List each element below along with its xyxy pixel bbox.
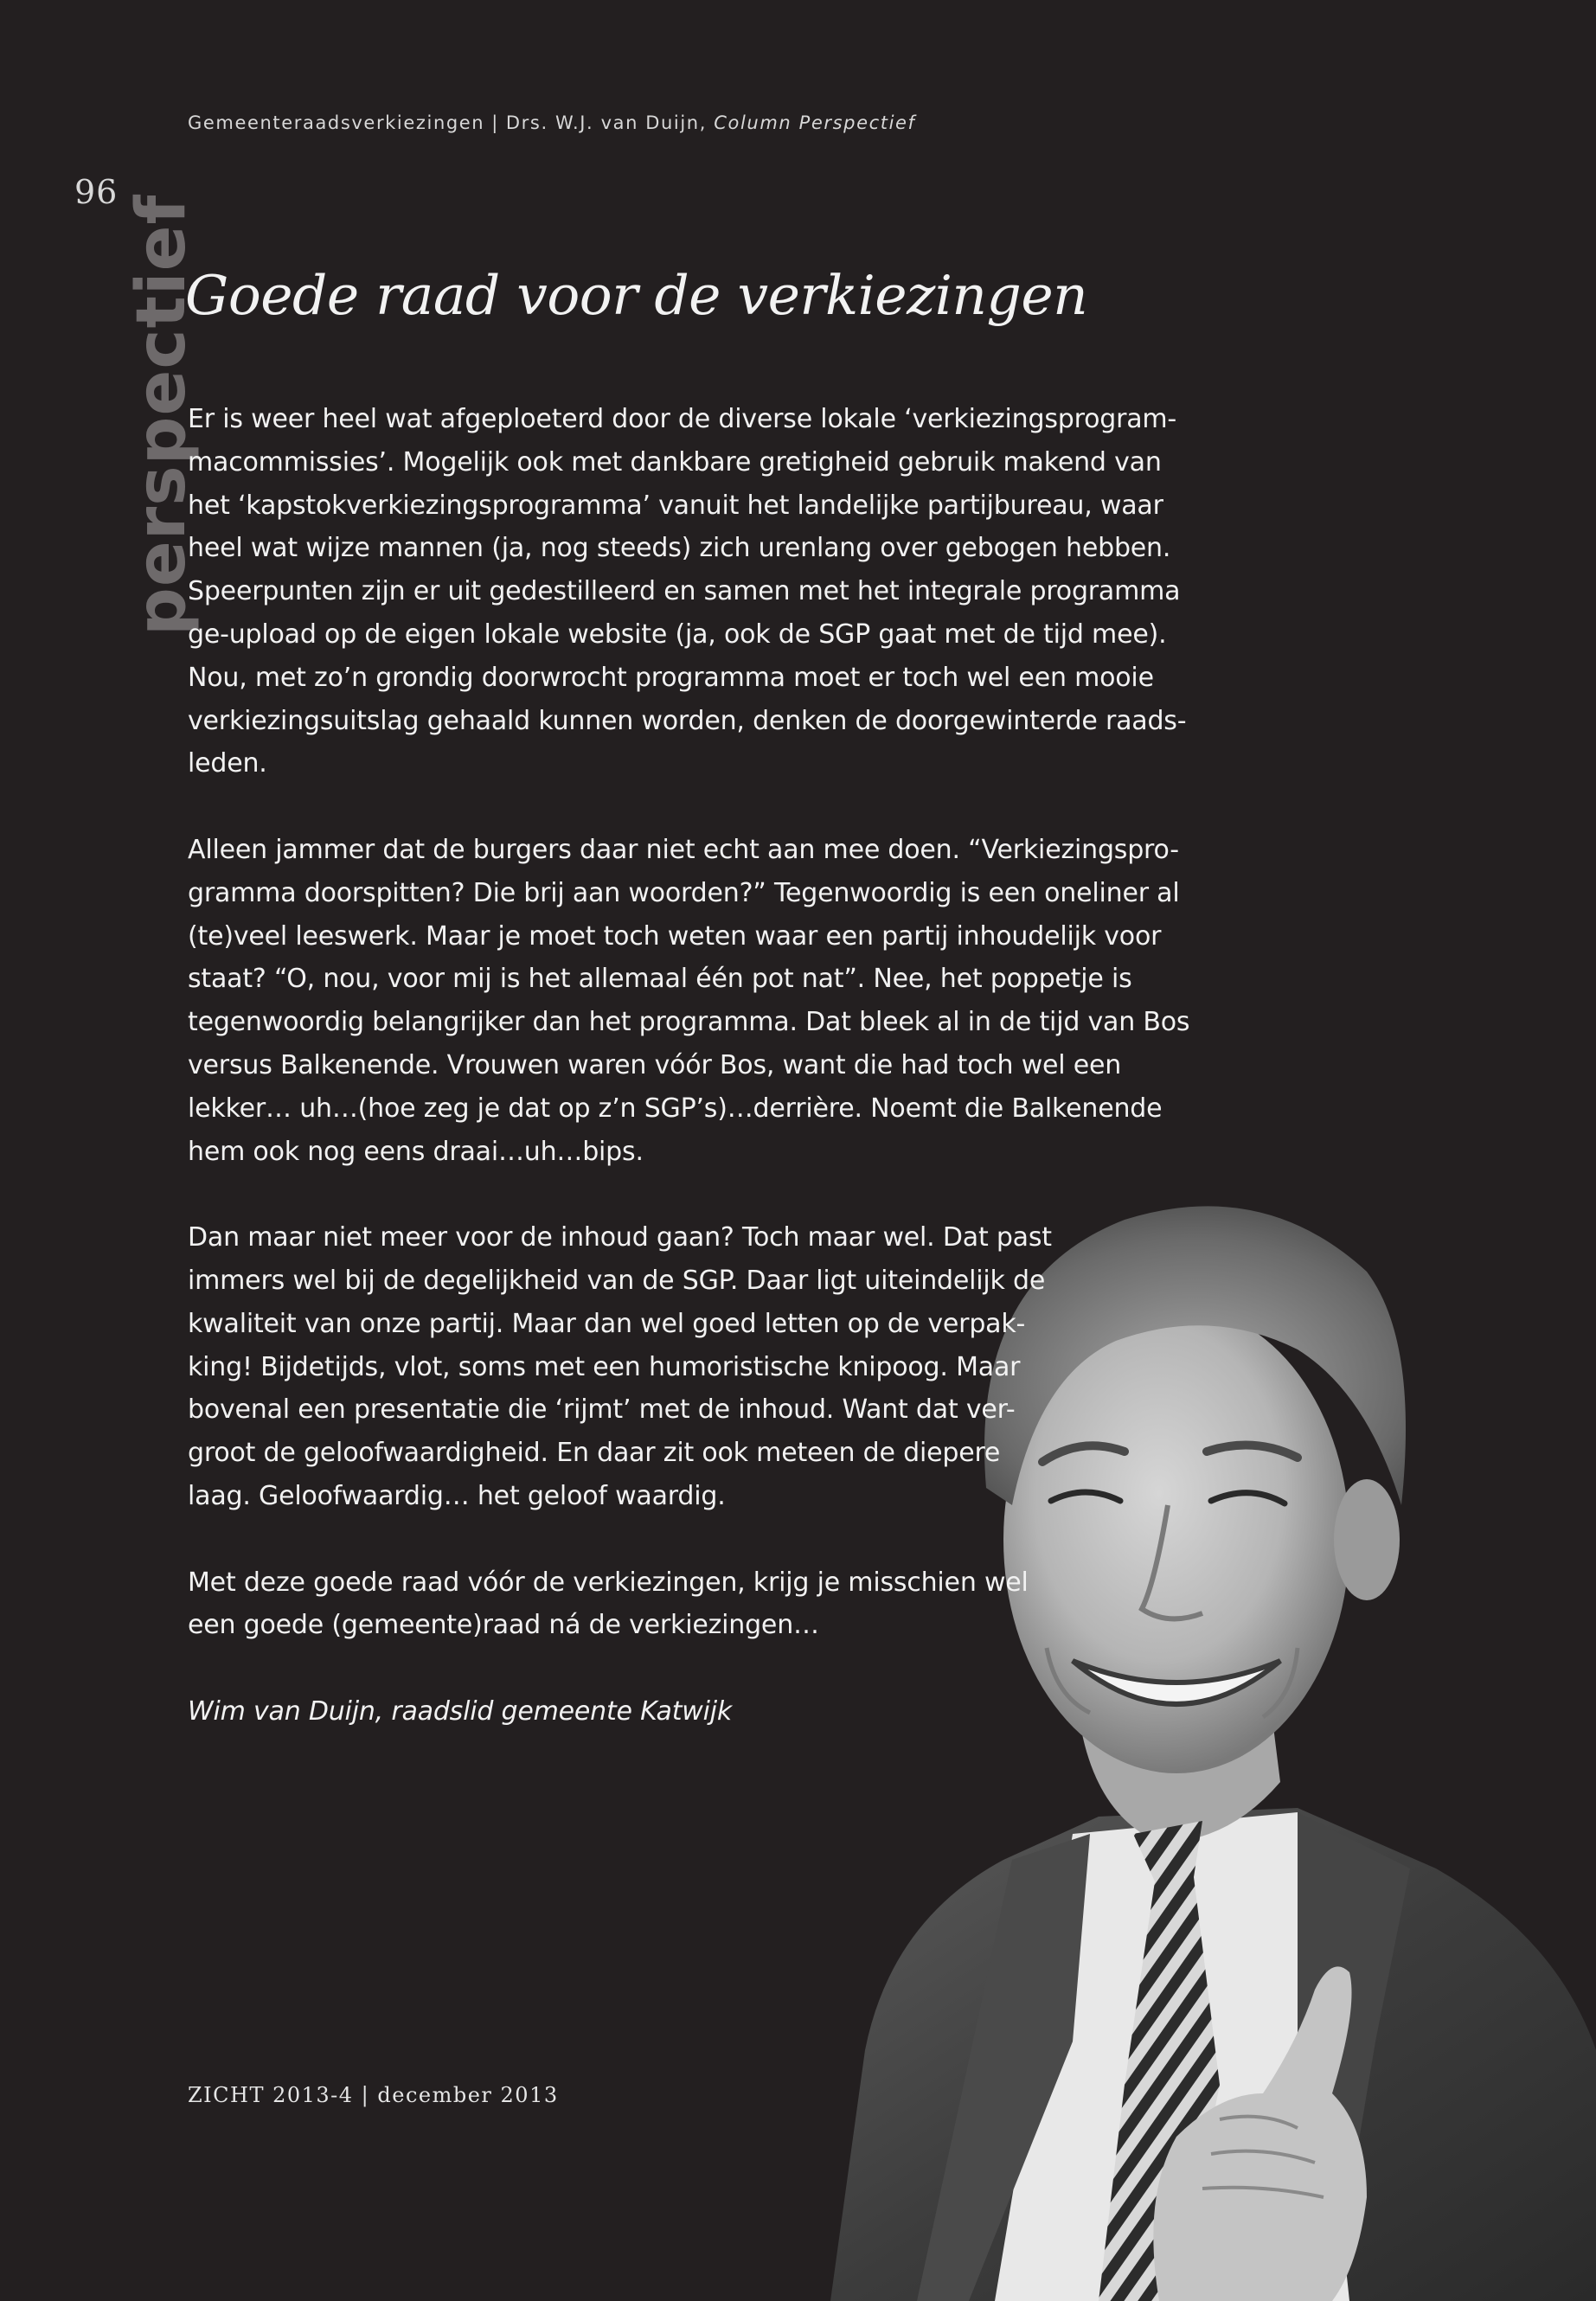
paragraph-1 [188, 398, 1189, 785]
text-line: hem ook nog eens draai…uh…bips. [188, 1136, 644, 1167]
text-line: Er is weer heel wat afgeploeterd door de diverse lokale ‘verkiezingsprogram- [188, 404, 1177, 434]
text-line: het ‘kapstokverkiezingsprogramma’ vanuit het landelijke partijbureau, waar [188, 490, 1163, 521]
header-section: Gemeenteraadsverkiezingen [188, 112, 485, 133]
text-line: Alleen jammer dat de burgers daar niet echt aan mee doen. “Verkiezingspro- [188, 834, 1179, 865]
text-line: leden. [188, 748, 267, 779]
text-line: heel wat wijze mannen (ja, nog steeds) zich urenlang over gebogen hebben. [188, 533, 1171, 564]
page-number: 96 [74, 173, 119, 211]
text-line: versus Balkenende. Vrouwen waren vóór Bos, want die had toch wel een [188, 1049, 1122, 1080]
text-line: Met deze goede raad vóór de verkiezingen, krijg je misschien wel [188, 1567, 1029, 1598]
text-line: immers wel bij de degelijkheid van de SGP. Daar ligt uiteindelijk de [188, 1265, 1046, 1296]
text-line: (te)veel leeswerk. Maar je moet toch weten waar een partij inhoudelijk voor [188, 920, 1162, 952]
text-line: macommissies’. Mogelijk ook met dankbare gretigheid gebruik makend van [188, 446, 1162, 478]
text-line: gramma doorspitten? Die brij aan woorden?” Tegenwoordig is een oneliner al [188, 877, 1180, 908]
article-body [188, 398, 1189, 1734]
header-author: Drs. W.J. van Duijn, [505, 112, 707, 133]
text-line: Nou, met zo’n grondig doorwrocht programma moet er toch wel een mooie [188, 662, 1154, 693]
running-header [188, 112, 916, 133]
paragraph-2 [188, 829, 1189, 1173]
text-line: lekker… uh…(hoe zeg je dat op z’n SGP’s)…derrière. Noemt die Balkenende [188, 1093, 1163, 1124]
header-separator: | [491, 112, 499, 133]
article-title: Goede raad voor de verkiezingen [185, 264, 1088, 327]
text-line: groot de geloofwaardigheid. En daar zit ook meteen de diepere [188, 1438, 1001, 1469]
page-footer: ZICHT 2013-4 | december 2013 [188, 2083, 559, 2107]
author-signature: Wim van Duijn, raadslid gemeente Katwijk [188, 1695, 733, 1727]
text-line: verkiezingsuitslag gehaald kunnen worden, denken de doorgewinterde raads- [188, 705, 1187, 736]
header-column: Column Perspectief [714, 112, 916, 133]
text-line: staat? “O, nou, voor mij is het allemaal één pot nat”. Nee, het poppetje is [188, 964, 1132, 995]
text-line: bovenal een presentatie die ‘rijmt’ met de inhoud. Want dat ver- [188, 1394, 1016, 1426]
paragraph-3 [188, 1216, 1189, 1518]
text-line: ge-upload op de eigen lokale website (ja, ook de SGP gaat met de tijd mee). [188, 619, 1167, 650]
text-line: king! Bijdetijds, vlot, soms met een humoristische knipoog. Maar [188, 1351, 1021, 1382]
text-line: laag. Geloofwaardig… het geloof waardig. [188, 1480, 726, 1511]
text-line: kwaliteit van onze partij. Maar dan wel goed letten op de verpak- [188, 1308, 1026, 1339]
section-label: perspectief [123, 194, 201, 636]
paragraph-4 [188, 1561, 1189, 1648]
text-line: Dan maar niet meer voor de inhoud gaan? Toch maar wel. Dat past [188, 1222, 1052, 1253]
text-line: tegenwoordig belangrijker dan het programma. Dat bleek al in de tijd van Bos [188, 1007, 1190, 1038]
text-line: Speerpunten zijn er uit gedestilleerd en samen met het integrale programma [188, 576, 1181, 607]
text-line: een goede (gemeente)raad ná de verkiezingen… [188, 1610, 819, 1641]
